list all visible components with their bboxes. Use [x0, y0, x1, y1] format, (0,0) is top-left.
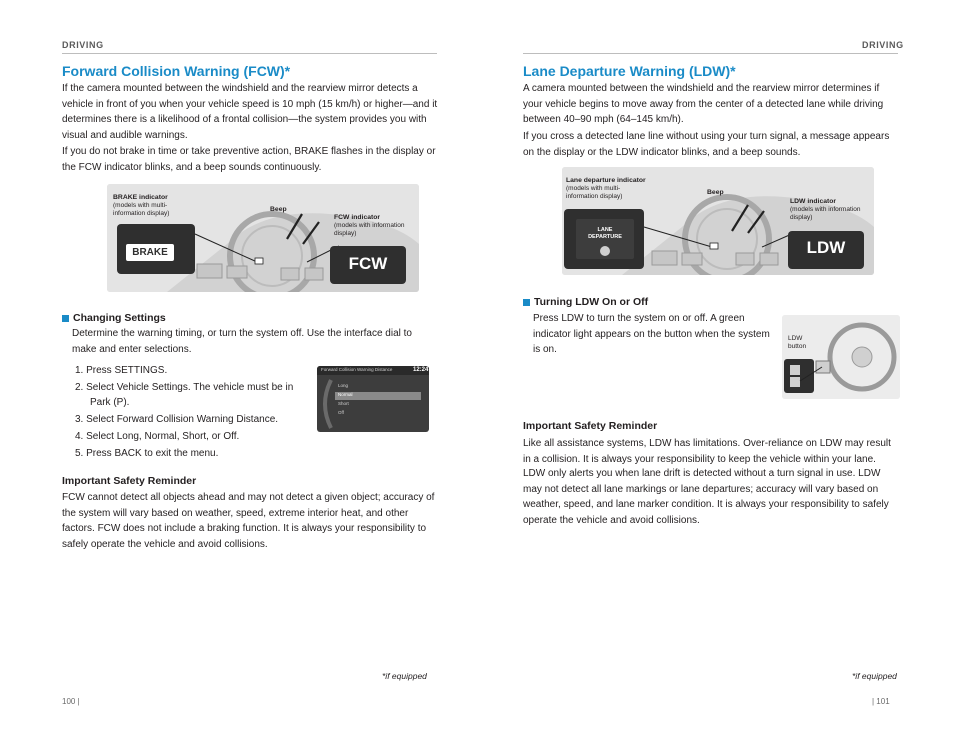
right-page — [480, 0, 960, 750]
turning-ldw-text: Press LDW to turn the system on or off. A green indicator light appears on the button when the system is on. — [533, 313, 770, 355]
step-4: 4. Select Long, Normal, Short, or Off. — [75, 431, 240, 442]
fcw-indicator-caption: FCW indicator (models with information display) — [334, 214, 405, 237]
intro-paragraph-2: If you do not brake in time or take preventive action, BRAKE flashes in the display or the FCW indicator blinks, and a beep sounds continuously. — [62, 146, 436, 173]
lane-departure-badge: LANE DEPARTURE — [588, 227, 622, 240]
brake-indicator-caption: BRAKE indicator (models with multi-information display) — [113, 194, 170, 217]
fcw-badge: FCW — [348, 254, 388, 273]
menu-option-normal: Normal — [335, 392, 421, 400]
fcw-diagram — [107, 184, 419, 292]
intro-paragraph-2: If you cross a detected lane line without using your turn signal, a message appears on the display or the LDW indicator blinks, and a beep sounds. — [523, 131, 890, 158]
step-1: 1. Press SETTINGS. — [75, 365, 168, 376]
menu-time: 12:24 — [413, 367, 429, 373]
menu-option-long: Long — [338, 383, 349, 388]
header-rule — [62, 53, 437, 54]
menu-header: Forward Collision Warning Distance — [321, 367, 393, 372]
menu-option-off: Off — [338, 410, 344, 415]
intro-paragraph: If the camera mounted between the windshield and the rearview mirror detects a vehicle in front of you when your vehicle speed is 10 mph (15 km/h) or higher—and it determines there is a likelihood of a frontal collision—the system provides you with visual and audible warnings. — [62, 83, 438, 141]
ldw-button-illustration — [782, 315, 900, 399]
section-label: DRIVING — [62, 40, 104, 50]
footnote: *if equipped — [852, 671, 897, 681]
step-2-cont: Park (P). — [90, 397, 130, 408]
safety-heading: Important Safety Reminder — [523, 420, 658, 432]
safety-heading: Important Safety Reminder — [62, 475, 197, 487]
page-number: | 101 — [872, 697, 890, 706]
brake-badge: BRAKE — [132, 247, 168, 258]
turning-ldw-heading: Turning LDW On or Off — [523, 296, 648, 308]
ldw-button-caption: LDW button — [788, 335, 807, 350]
step-2: 2. Select Vehicle Settings. The vehicle must be in — [75, 382, 294, 393]
ldw-indicator-caption: LDW indicator (models with information display) — [790, 198, 861, 221]
menu-option-short: Short — [338, 401, 349, 406]
safety-text-1: Like all assistance systems, LDW has limitations. Over-reliance on LDW may result in a collision. It is always your responsibility to keep the vehicle within your lane. — [523, 438, 891, 465]
page-title: Forward Collision Warning (FCW)* — [62, 63, 291, 79]
settings-menu-screenshot — [317, 366, 429, 432]
steering-wheel-illustration — [782, 315, 900, 399]
step-5: 5. Press BACK to exit the menu. — [75, 448, 219, 459]
step-3: 3. Select Forward Collision Warning Distance. — [75, 414, 279, 425]
safety-text-2: LDW only alerts you when lane drift is detected without a turn signal in use. LDW may not detect all lane markings or lane departures; accuracy will vary based on weather, speed, and lane marker condition. It is always your responsibility to safely operate the vehicle and avoid collisions. — [523, 468, 889, 526]
changing-settings-text: Determine the warning timing, or turn the system off. Use the interface dial to make and enter selections. — [72, 328, 412, 355]
footnote: *if equipped — [382, 671, 427, 681]
ldw-diagram — [562, 167, 874, 275]
safety-text: FCW cannot detect all objects ahead and may not detect a given object; accuracy of the system will vary based on weather, speed, extreme interior heat, and other factors. FCW does not include a braking function. It is always your responsibility to safely operate the vehicle and avoid collisions. — [62, 492, 435, 550]
intro-paragraph: A camera mounted between the windshield and the rearview mirror determines if your vehicle begins to move away from the center of a detected lane while driving between 40–90 mph (64–145 km/h). — [523, 83, 884, 125]
bullet-square-icon — [62, 315, 69, 322]
bullet-square-icon — [523, 299, 530, 306]
header-rule — [523, 53, 898, 54]
beep-caption: Beep — [707, 189, 724, 196]
beep-caption: Beep — [270, 206, 287, 213]
lane-departure-caption: Lane departure indicator (models with multi-information display) — [566, 177, 646, 200]
section-label: DRIVING — [862, 40, 904, 50]
page-number: 100 | — [62, 697, 80, 706]
ldw-badge: LDW — [806, 238, 846, 257]
page-title: Lane Departure Warning (LDW)* — [523, 63, 736, 79]
changing-settings-heading: Changing Settings — [62, 312, 166, 324]
